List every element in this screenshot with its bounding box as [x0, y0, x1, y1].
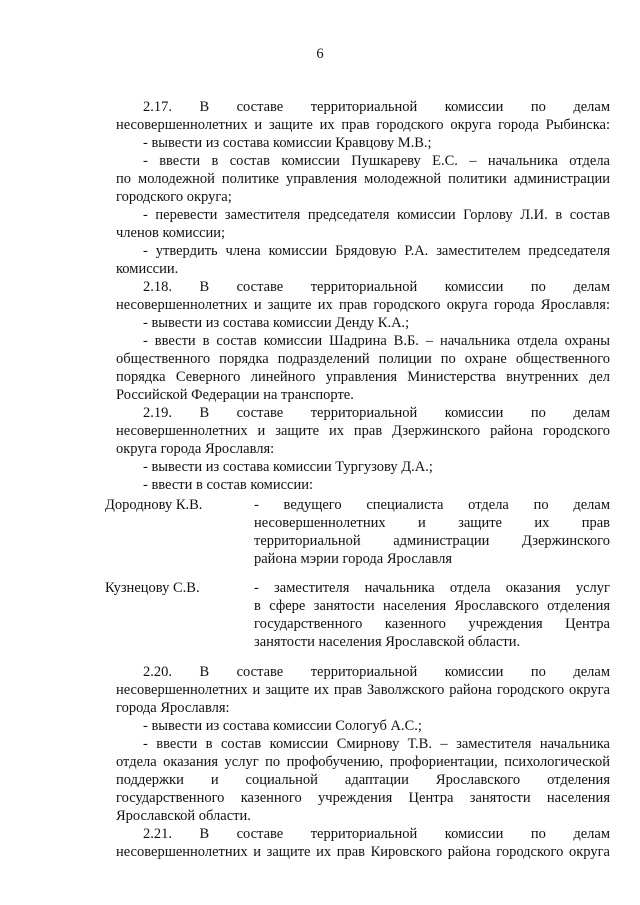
member-desc-line: - заместителя начальника отдела оказания услуг	[254, 580, 610, 596]
text-line: округа города Ярославля:	[116, 441, 275, 457]
text-line: - ввести в состав комиссии Шадрина В.Б. – начальника отдела охраны	[143, 333, 610, 349]
text-line: 2.18. В составе территориальной комиссии по делам	[143, 279, 610, 295]
text-line: порядка Северного линейного управления Министерства внутренних дел	[116, 369, 610, 385]
text-line: 2.17. В составе территориальной комиссии по делам	[143, 99, 610, 115]
text-line: по молодежной политике управления молодежной политики администрации	[116, 171, 610, 187]
member-desc-line: в сфере занятости населения Ярославского отделения	[254, 598, 610, 614]
text-line: - ввести в состав комиссии Смирнову Т.В. – заместителя начальника	[143, 736, 610, 752]
text-line: - утвердить члена комиссии Брядовую Р.А. заместителем председателя	[143, 243, 610, 259]
text-line: поддержки и социальной адаптации Ярославского отделения	[116, 772, 610, 788]
member-desc-line: территориальной администрации Дзержинского	[254, 533, 610, 549]
text-line: 2.21. В составе территориальной комиссии по делам	[143, 826, 610, 842]
member-desc-line: государственного казенного учреждения Центра	[254, 616, 610, 632]
text-line: комиссии.	[116, 261, 179, 277]
text-line: 2.20. В составе территориальной комиссии по делам	[143, 664, 610, 680]
text-line: - вывести из состава комиссии Кравцову М.В.;	[143, 135, 432, 151]
member-name: Кузнецову С.В.	[105, 580, 200, 596]
text-line: городского округа;	[116, 189, 232, 205]
text-line: города Ярославля:	[116, 700, 230, 716]
page-number: 6	[316, 46, 324, 62]
text-line: 2.19. В составе территориальной комиссии по делам	[143, 405, 610, 421]
text-line: Российской Федерации на транспорте.	[116, 387, 354, 403]
member-desc-line: района мэрии города Ярославля	[254, 551, 453, 567]
text-line: несовершеннолетних и защите их прав Заволжского района городского округа	[116, 682, 610, 698]
text-line: отдела оказания услуг по профобучению, профориентации, психологической	[116, 754, 610, 770]
text-line: несовершеннолетних и защите их прав Кировского района городского округа	[116, 844, 610, 860]
text-line: несовершеннолетних и защите их прав городского округа города Рыбинска:	[116, 117, 610, 133]
text-line: членов комиссии;	[116, 225, 226, 241]
text-line: несовершеннолетних и защите их прав городского округа города Ярославля:	[116, 297, 610, 313]
text-line: - перевести заместителя председателя комиссии Горлову Л.И. в состав	[143, 207, 610, 223]
text-line: - вывести из состава комиссии Тургузову Д.А.;	[143, 459, 433, 475]
text-line: - ввести в состав комиссии Пушкареву Е.С. – начальника отдела	[143, 153, 610, 169]
text-line: Ярославской области.	[116, 808, 251, 824]
text-line: общественного порядка подразделений полиции по охране общественного	[116, 351, 610, 367]
text-line: государственного казенного учреждения Центра занятости населения	[116, 790, 610, 806]
member-desc-line: занятости населения Ярославской области.	[254, 634, 521, 650]
text-line: - ввести в состав комиссии:	[143, 477, 314, 493]
member-desc-line: - ведущего специалиста отдела по делам	[254, 497, 610, 513]
member-desc-line: несовершеннолетних и защите их прав	[254, 515, 610, 531]
text-line: - вывести из состава комиссии Сологуб А.С.;	[143, 718, 422, 734]
member-name: Дороднову К.В.	[105, 497, 203, 513]
text-line: - вывести из состава комиссии Денду К.А.;	[143, 315, 410, 331]
text-line: несовершеннолетних и защите их прав Дзержинского района городского	[116, 423, 610, 439]
